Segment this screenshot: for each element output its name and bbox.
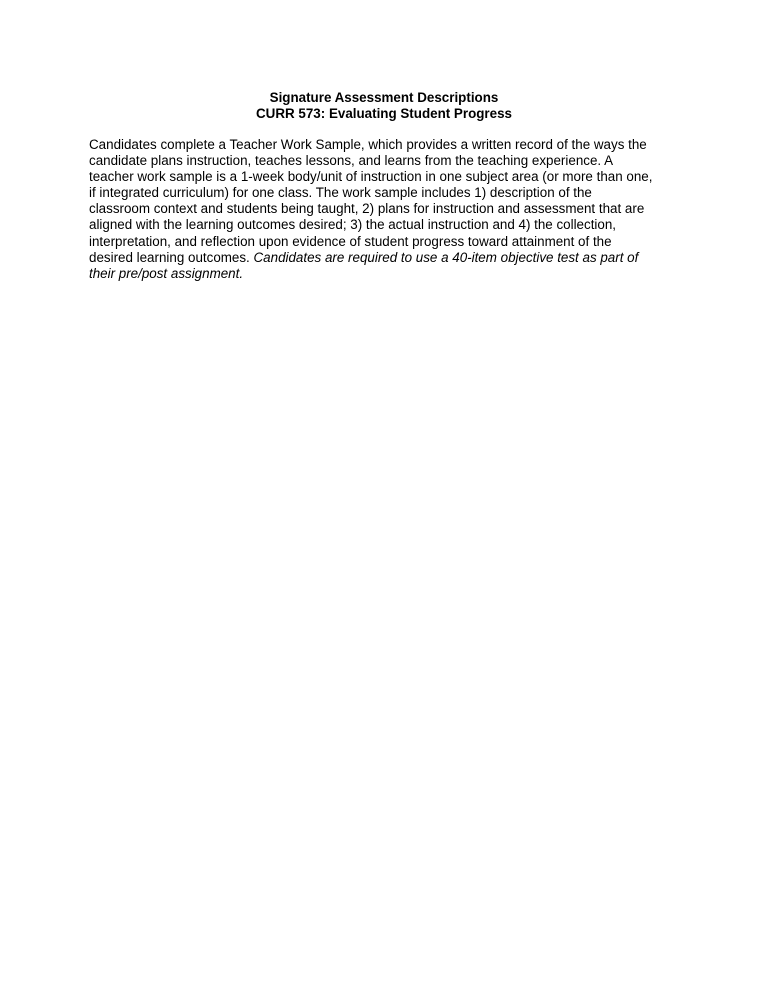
- paragraph-line: Candidates complete a Teacher Work Sample, which provides a written record of the ways the: [89, 137, 647, 152]
- paragraph-text: desired learning outcomes.: [89, 249, 254, 265]
- course-title: CURR 573: Evaluating Student Progress: [256, 106, 512, 121]
- description-paragraph: [89, 137, 681, 282]
- italic-requirement-text: Candidates are required to use a 40-item objective test as part of: [253, 249, 639, 265]
- document-heading: [0, 90, 768, 122]
- paragraph-line: candidate plans instruction, teaches lessons, and learns from the teaching experience. A: [89, 153, 614, 169]
- document-title: Signature Assessment Descriptions: [269, 90, 499, 105]
- paragraph-line: teacher work sample is a 1-week body/unit of instruction in one subject area (or more than one,: [89, 169, 653, 185]
- paragraph-line: if integrated curriculum) for one class. The work sample includes 1) description of the: [89, 185, 592, 201]
- paragraph-line: aligned with the learning outcomes desired; 3) the actual instruction and 4) the collection,: [89, 217, 617, 233]
- paragraph-line: [89, 250, 681, 266]
- paragraph-line: classroom context and students being taught, 2) plans for instruction and assessment that are: [89, 201, 645, 217]
- paragraph-line: interpretation, and reflection upon evidence of student progress toward attainment of the: [89, 233, 612, 249]
- italic-requirement-text: their pre/post assignment.: [89, 265, 244, 281]
